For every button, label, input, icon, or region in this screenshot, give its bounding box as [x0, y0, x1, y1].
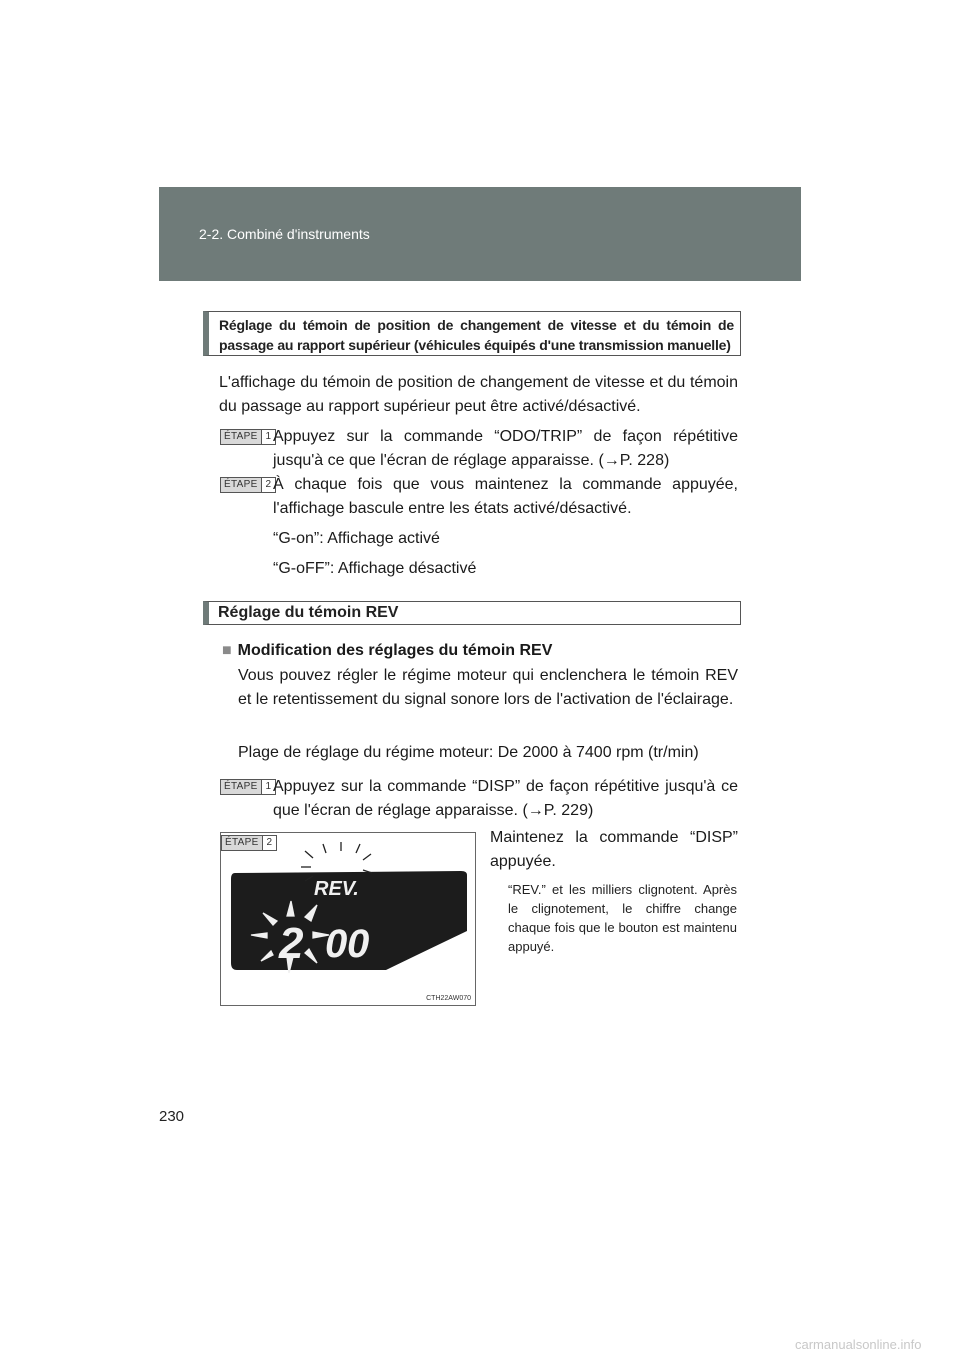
step-number: 1	[261, 780, 276, 794]
step-text-1b: Appuyez sur la commande “DISP” de façon répétitive jusqu'à ce que l'écran de réglage apparaisse. (→P. 229)	[273, 778, 738, 819]
step-badge-2	[220, 477, 276, 493]
page-number: 230	[159, 1108, 185, 1125]
section-heading: Réglage du témoin REV	[203, 601, 741, 625]
chapter-header	[159, 187, 801, 281]
subsection-heading: Réglage du témoin de position de changement de vitesse et du témoin de passage au rapport supérieur (véhicules équipés d'une transmission manuelle)	[203, 311, 741, 356]
option-on: “G-on”: Affichage activé	[273, 530, 440, 547]
option-off: “G-oFF”: Affichage désactivé	[273, 560, 477, 577]
rev-intro-paragraph: Vous pouvez régler le régime moteur qui enclenchera le témoin REV et le retentissement du signal sonore lors de l'activation de l'éclairage.	[238, 667, 738, 708]
step-number: 2	[261, 478, 276, 492]
display-digit-tens: 0	[347, 922, 370, 966]
step-label: ÉTAPE	[221, 780, 261, 794]
figure-code: CTH22AW070	[426, 995, 471, 1002]
display-digit-hundreds: 0	[325, 922, 348, 966]
step-text-2: À chaque fois que vous maintenez la commande appuyée, l'affichage bascule entre les états activé/désactivé.	[273, 476, 738, 517]
bullet-heading	[222, 640, 552, 662]
display-rev-label: REV.	[314, 878, 359, 900]
bullet-heading-text: Modification des réglages du témoin REV	[237, 642, 553, 659]
step-badge-1	[220, 429, 276, 445]
rev-display-figure	[220, 832, 476, 1006]
step-number: 2	[262, 836, 277, 850]
display-thousands-digit: 2	[279, 919, 304, 968]
step-label: ÉTAPE	[222, 836, 262, 850]
step-label: ÉTAPE	[221, 478, 261, 492]
step-text-2b: Maintenez la commande “DISP” appuyée.	[490, 829, 738, 870]
step-number: 1	[261, 430, 276, 444]
figure-caption: “REV.” et les milliers clignotent. Après le clignotement, le chiffre change chaque fois que le bouton est maintenu appuyé.	[508, 882, 737, 954]
range-text: Plage de réglage du régime moteur: De 2000 à 7400 rpm (tr/min)	[238, 744, 699, 761]
step-text-1: Appuyez sur la commande “ODO/TRIP” de façon répétitive jusqu'à ce que l'écran de réglage apparaisse. (→P. 228)	[273, 428, 738, 469]
chapter-title: 2-2. Combiné d'instruments	[199, 226, 370, 242]
watermark: carmanualsonline.info	[795, 1337, 922, 1352]
square-bullet-icon: ■	[222, 642, 232, 659]
lcd-display-illustration	[221, 833, 475, 1005]
intro-paragraph: L'affichage du témoin de position de changement de vitesse et du témoin du passage au rapport supérieur peut être activé/désactivé.	[219, 374, 738, 415]
step-label: ÉTAPE	[221, 430, 261, 444]
step-badge-1b	[220, 779, 276, 795]
